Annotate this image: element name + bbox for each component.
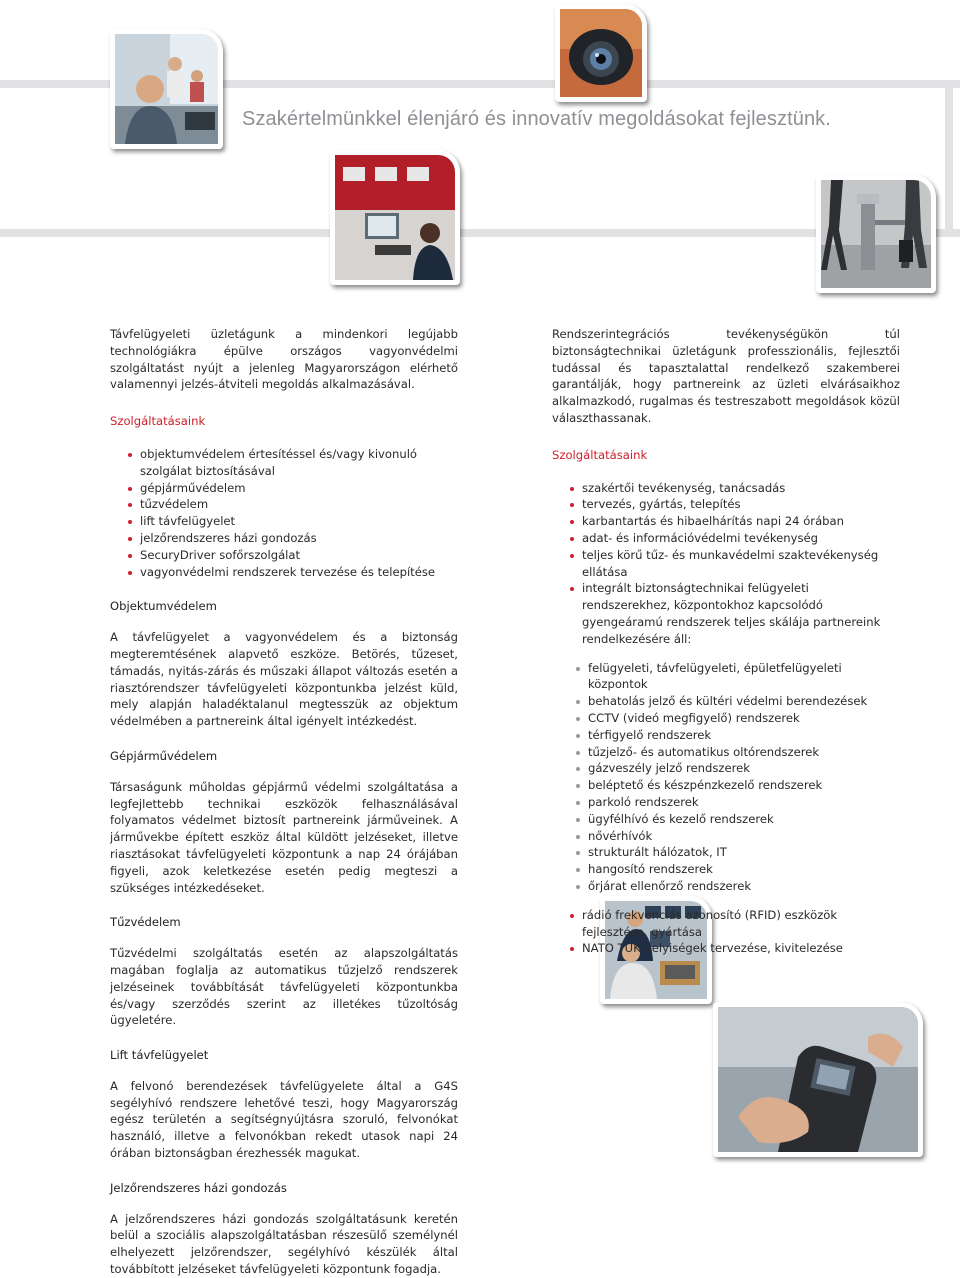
left-intro: Távfelügyeleti üzletágunk a mindenkori legújabb technológiákra épülve országos vagyonvédelmi szolgáltatást nyújt a jelenleg Magyarországon elérhető valamennyi jelzés-átviteli megoldás alkalmazásával. [110,327,458,392]
list-item: tervezés, gyártás, telepítés [570,496,900,513]
section-text-lift: A felvonó berendezések távfelügyelete által a G4S segélyhívó rendszere lehetővé teszi, hogy Magyarország egész területén a segítségnyújtásra szoruló, felvonókat használó, illetve a felvonókban rekedt utasok napi 24 órában biztonságban érezhessék magukat. [110,1078,458,1161]
section-heading-gepjarmuvedelem: Gépjárművédelem [110,748,218,763]
list-item: strukturált hálózatok, IT [576,844,900,861]
list-item: rádió frekvenciás azonosító (RFID) eszközök fejlesztése, gyártása [570,907,900,941]
list-item: teljes körű tűz- és munkavédelmi szaktevékenység ellátása [570,547,900,581]
page-headline: Szakértelmünkkel élenjáró és innovatív megoldásokat fejlesztünk. [242,108,831,130]
section-text-objektumvedelem: A távfelügyelet a vagyonvédelem és a biztonság megteremtésének alapvető eszköze. Betörés, tűzeset, támadás, nyitás-zárás és műszaki állapot változás esetén a riasztórendszer távfelügyeleti központunkba jelzést küld, mely alapján haladéktalanul megtesszük az objektum védelmében a partnereink által igényelt intézkedést. [110,630,458,729]
list-item: hangosító rendszerek [576,861,900,878]
list-item: vagyonvédelmi rendszerek tervezése és telepítése [128,564,458,581]
rfid-device-photo [713,1002,923,1157]
list-item: karbantartás és hibaelhárítás napi 24 órában [570,513,900,530]
list-item: jelzőrendszeres házi gondozás [128,530,458,547]
section-text-hazi-gondozas: A jelzőrendszeres házi gondozás szolgáltatásunk keretén belül a szociális alapszolgáltatásban részesülő személynél elhelyezett jelzőrendszer, segélyhívó készülék által továbbított jelzéseket távfelügyeleti központunk fogadja. [110,1211,458,1277]
security-camera-photo [555,4,647,102]
section-text-gepjarmuvedelem: Társaságunk műholdas gépjármű védelmi szolgáltatása a legfejlettebb technikai eszközök felhasználásával folyamatos védelmet biztosít partnereink járműveinek. A járművekbe épített eszköz által küldött jelzéseket, illetve riasztásokat távfelügyeleti központunk a nap 24 órájában figyeli, azok keletkezése esetén pedig megteszi a szükséges intézkedéseket. [110,779,458,895]
list-item: nővérhívók [576,828,900,845]
right-intro: Rendszerintegrációs tevékenységükön túl biztonságtechnikai üzletágunk professzionális, fejlesztői tudással és tapasztalattal rendelkező szakemberei garantálják, hogy partnereink az üzleti elvárásaikhoz alkalmazkodó, rugalmas és testreszabott megoldások közül választhassanak. [552,327,900,425]
list-item: felügyeleti, távfelügyeleti, épületfelügyeleti központok [576,660,900,694]
section-heading-hazi-gondozas: Jelzőrendszeres házi gondozás [110,1180,287,1195]
turnstile-photo [816,175,936,293]
list-item: gépjárművédelem [128,480,458,497]
list-item: integrált biztonságtechnikai felügyeleti rendszerekhez, központokhoz kapcsolódó gyengeáramú rendszerek teljes skálája partnereink rendelkezésére áll: [570,580,900,647]
section-heading-objektumvedelem: Objektumvédelem [110,599,217,614]
list-item: NATO TÜK helyiségek tervezése, kivitelezése [570,940,900,957]
list-item: tűzvédelem [128,496,458,513]
right-band [945,80,953,237]
control-room-photo [330,150,460,285]
list-item: őrjárat ellenőrző rendszerek [576,878,900,895]
left-services-list [110,446,458,580]
right-services-list [552,480,900,648]
section-heading-lift: Lift távfelügyelet [110,1048,209,1063]
list-item: SecuryDriver sofőrszolgálat [128,547,458,564]
list-item: parkoló rendszerek [576,794,900,811]
list-item: behatolás jelző és kültéri védelmi berendezések [576,693,900,710]
right-sub-services-list [576,660,900,895]
left-services-heading: Szolgáltatásaink [110,414,206,429]
list-item: beléptető és készpénzkezelő rendszerek [576,777,900,794]
right-column [552,326,900,957]
list-item: tűzjelző- és automatikus oltórendszerek [576,744,900,761]
list-item: térfigyelő rendszerek [576,727,900,744]
left-column [110,326,458,1278]
list-item: CCTV (videó megfigyelő) rendszerek [576,710,900,727]
list-item: lift távfelügyelet [128,513,458,530]
section-text-tuzvedelem: Tűzvédelmi szolgáltatás esetén az alapszolgáltatás magában foglalja az automatikus tűzjelző rendszerek jelzéseinek továbbítását távfelügyeleti központunkba és/vagy szerződés szerint az illetékes tűzoltóság ügyeletére. [110,946,458,1028]
list-item: ügyfélhívó és kezelő rendszerek [576,811,900,828]
list-item: objektumvédelem értesítéssel és/vagy kivonuló szolgálat biztosításával [128,446,458,480]
list-item: adat- és információvédelmi tevékenység [570,530,900,547]
section-heading-tuzvedelem: Tűzvédelem [110,915,181,930]
right-more-services-list [552,907,900,957]
call-center-photo [110,29,223,149]
list-item: gázveszély jelző rendszerek [576,760,900,777]
list-item: szakértői tevékenység, tanácsadás [570,480,900,497]
right-services-heading: Szolgáltatásaink [552,447,648,462]
